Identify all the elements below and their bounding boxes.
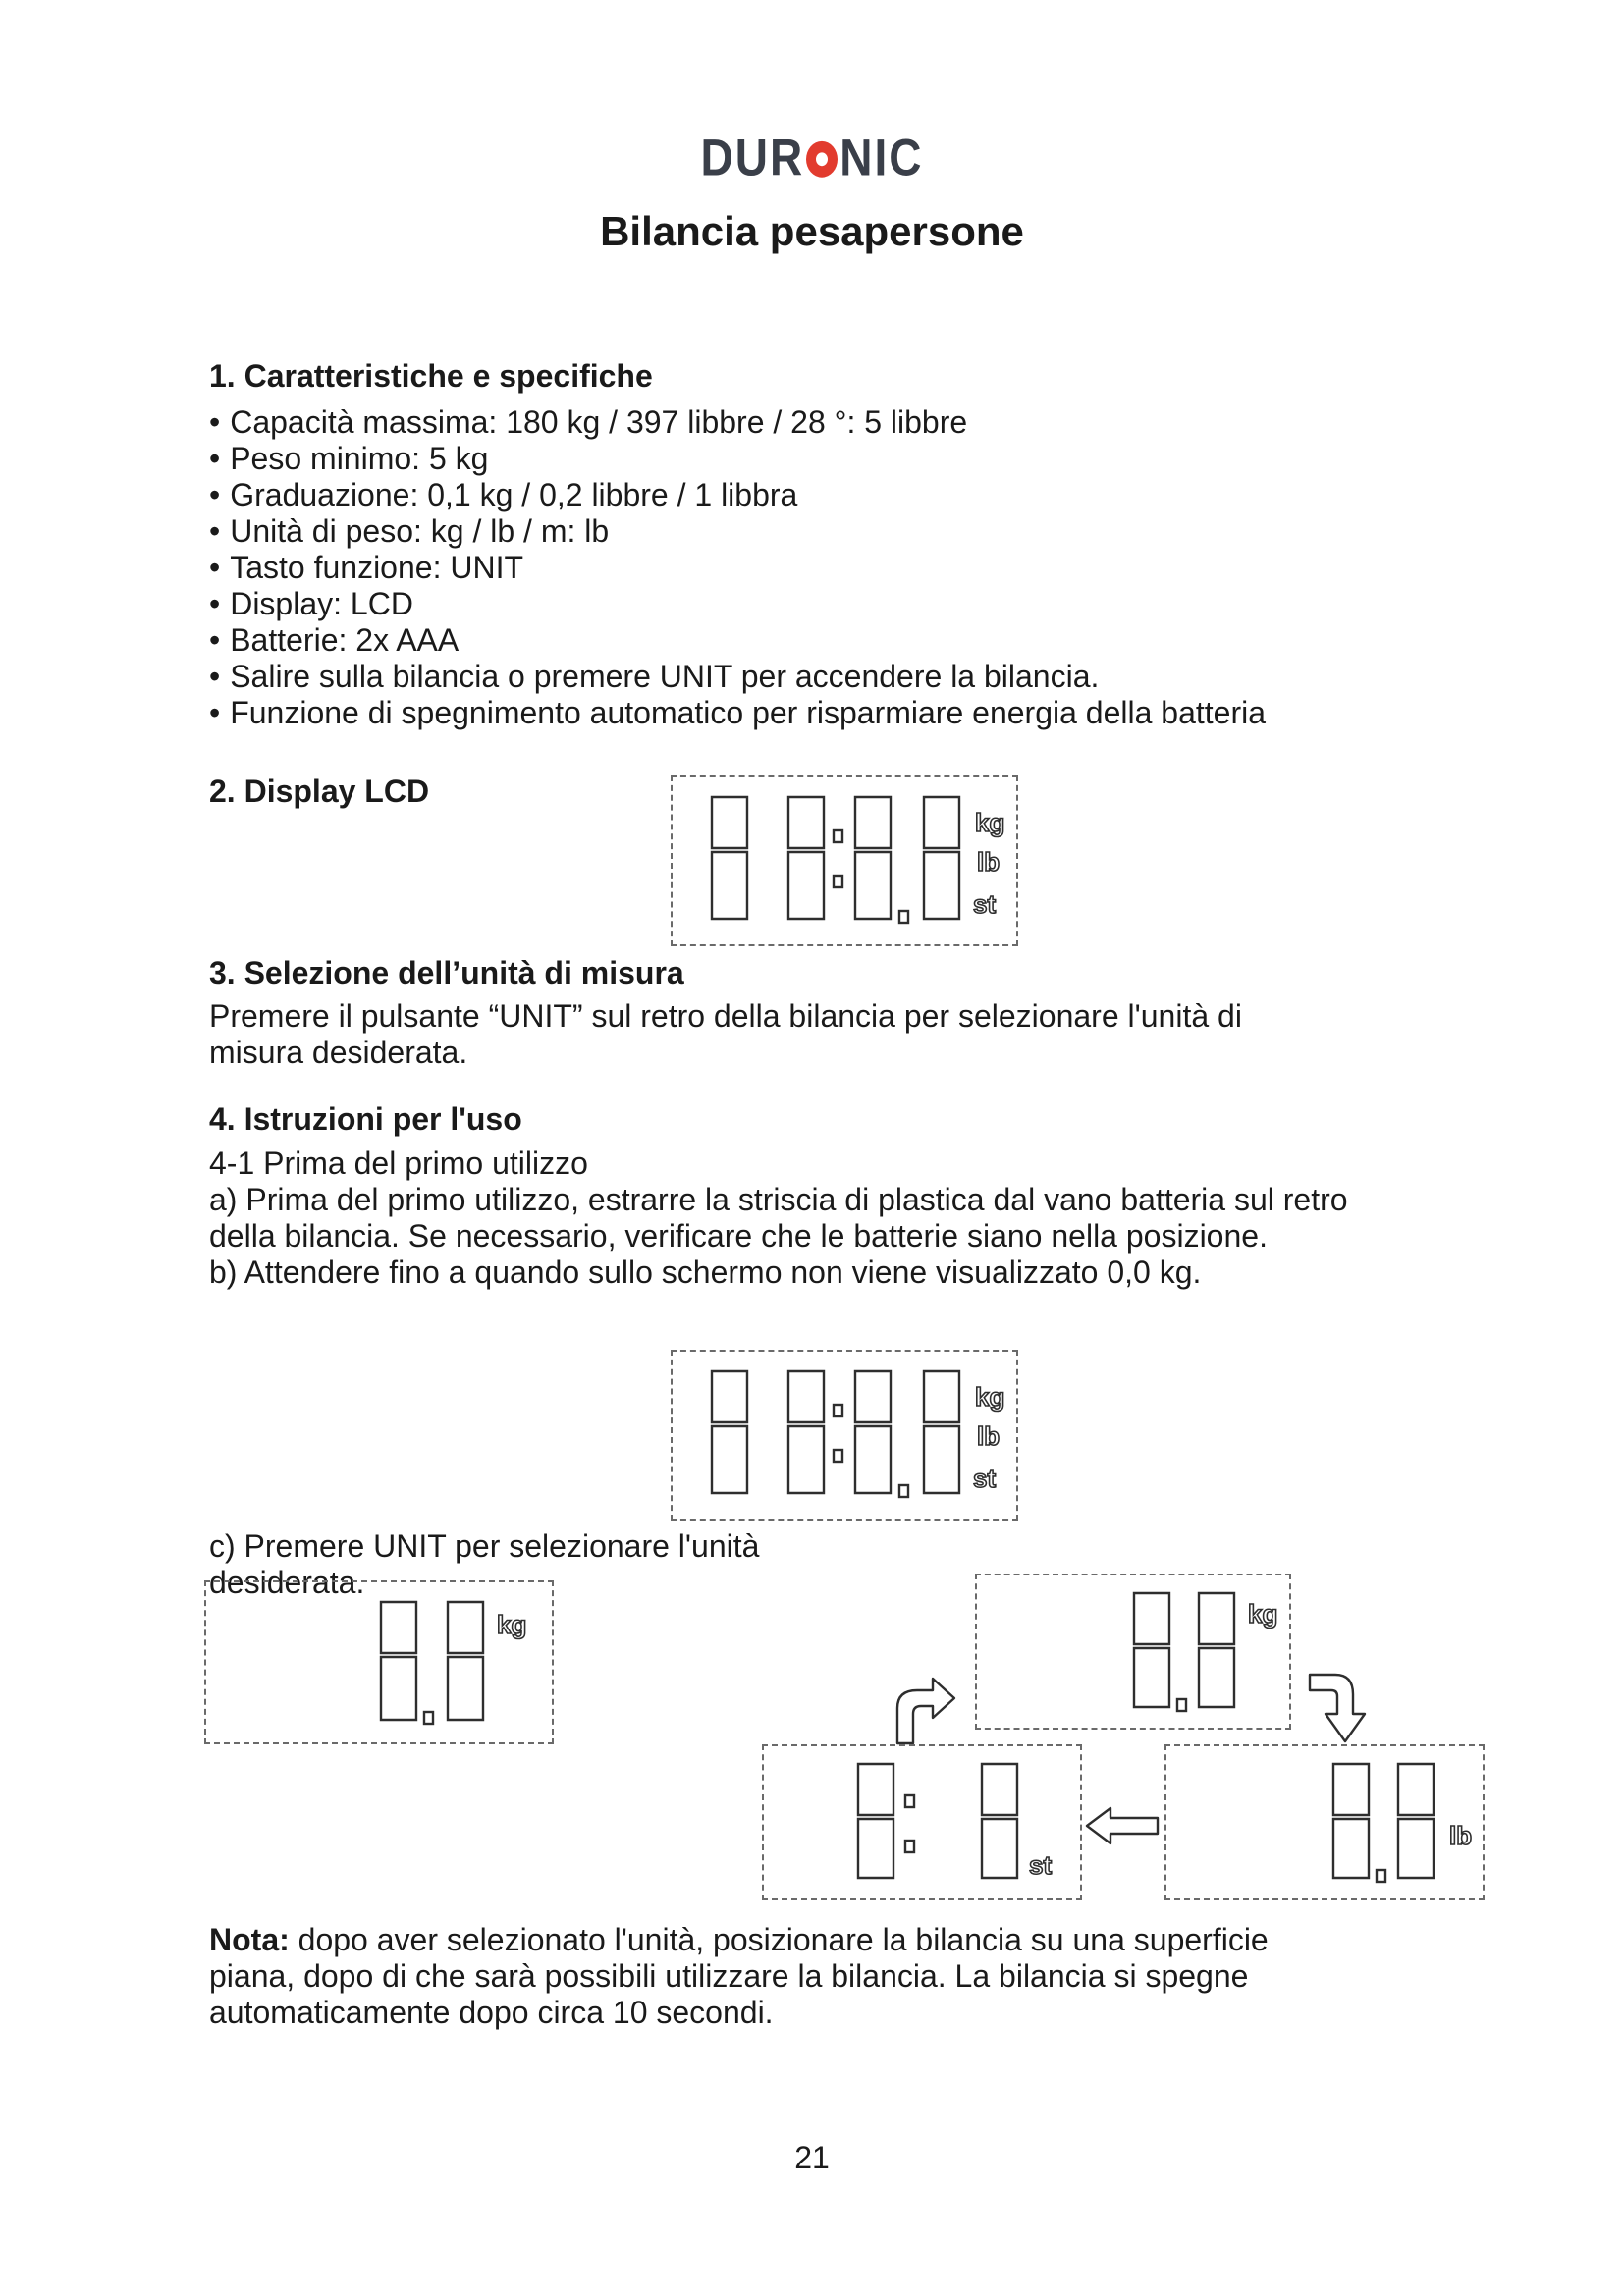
step-b: b) Attendere fino a quando sullo schermo non viene visualizzato 0,0 kg. — [209, 1255, 1202, 1290]
step-c-line-2: desiderata. — [209, 1565, 365, 1600]
page-title: Bilancia pesapersone — [600, 208, 1024, 254]
list-item: • Unità di peso: kg / lb / m: lb — [209, 513, 1266, 550]
page-number: 21 — [794, 2140, 830, 2175]
list-item: • Display: LCD — [209, 586, 1266, 622]
section-4-heading: 4. Istruzioni per l'uso — [209, 1101, 522, 1137]
list-item: • Capacità massima: 180 kg / 397 libbre / 28 °: 5 libbre — [209, 404, 1266, 441]
curved-arrow-down-icon — [1306, 1669, 1375, 1747]
section-3-text-line-2: misura desiderata. — [209, 1035, 468, 1070]
list-item: • Graduazione: 0,1 kg / 0,2 libbre / 1 libbra — [209, 477, 1266, 513]
list-item: • Funzione di spegnimento automatico per risparmiare energia della batteria — [209, 695, 1266, 731]
section-3-text-line-1: Premere il pulsante “UNIT” sul retro della bilancia per selezionare l'unità di — [209, 998, 1242, 1034]
lcd-unit-kg: kg — [975, 808, 1005, 837]
section-4-subheading: 4-1 Prima del primo utilizzo — [209, 1146, 588, 1181]
note-label: Nota: — [209, 1922, 290, 1957]
lcd-kg-display-left — [204, 1580, 554, 1744]
lcd-unit-lb: lb — [1449, 1821, 1473, 1850]
step-a-line-1: a) Prima del primo utilizzo, estrarre la striscia di plastica dal vano batteria sul retro — [209, 1182, 1348, 1217]
note-line-3: automaticamente dopo circa 10 secondi. — [209, 1995, 774, 2030]
note-line-1 — [209, 1922, 1269, 1958]
arrow-left-icon — [1083, 1804, 1162, 1847]
lcd-unit-kg: kg — [975, 1382, 1005, 1412]
lcd-full-display-2 — [671, 1350, 1018, 1521]
lcd-unit-lb: lb — [977, 1421, 1001, 1451]
list-item: • Batterie: 2x AAA — [209, 622, 1266, 659]
lcd-unit-st: st — [1029, 1850, 1053, 1880]
brand-logo — [0, 127, 1624, 187]
specs-list — [209, 404, 1266, 731]
list-item: • Peso minimo: 5 kg — [209, 441, 1266, 477]
lcd-unit-lb: lb — [977, 847, 1001, 877]
brand-logo-text-start: DUR — [700, 128, 805, 187]
lcd-full-display-1 — [671, 775, 1018, 946]
curved-arrow-up-right-icon — [892, 1669, 960, 1747]
brand-logo-text-end: NIC — [839, 128, 924, 187]
lcd-unit-kg: kg — [497, 1610, 527, 1639]
list-item: • Tasto funzione: UNIT — [209, 550, 1266, 586]
brand-logo-mark — [806, 141, 838, 178]
section-1-heading: 1. Caratteristiche e specifiche — [209, 358, 653, 394]
lcd-unit-kg: kg — [1248, 1599, 1278, 1629]
section-2-heading: 2. Display LCD — [209, 774, 430, 809]
lcd-lb-display — [1164, 1744, 1485, 1900]
note-text-1: dopo aver selezionato l'unità, posizionare la bilancia su una superficie — [289, 1922, 1269, 1957]
lcd-unit-st: st — [973, 1464, 997, 1493]
list-item: • Salire sulla bilancia o premere UNIT per accendere la bilancia. — [209, 659, 1266, 695]
lcd-st-display — [762, 1744, 1082, 1900]
section-3-heading: 3. Selezione dell’unità di misura — [209, 955, 684, 990]
step-c-line-1: c) Premere UNIT per selezionare l'unità — [209, 1528, 760, 1564]
lcd-unit-st: st — [973, 889, 997, 919]
note-line-2: piana, dopo di che sarà possibili utilizzare la bilancia. La bilancia si spegne — [209, 1958, 1249, 1994]
lcd-kg-display-right — [975, 1574, 1291, 1730]
step-a-line-2: della bilancia. Se necessario, verificare che le batterie siano nella posizione. — [209, 1218, 1268, 1254]
